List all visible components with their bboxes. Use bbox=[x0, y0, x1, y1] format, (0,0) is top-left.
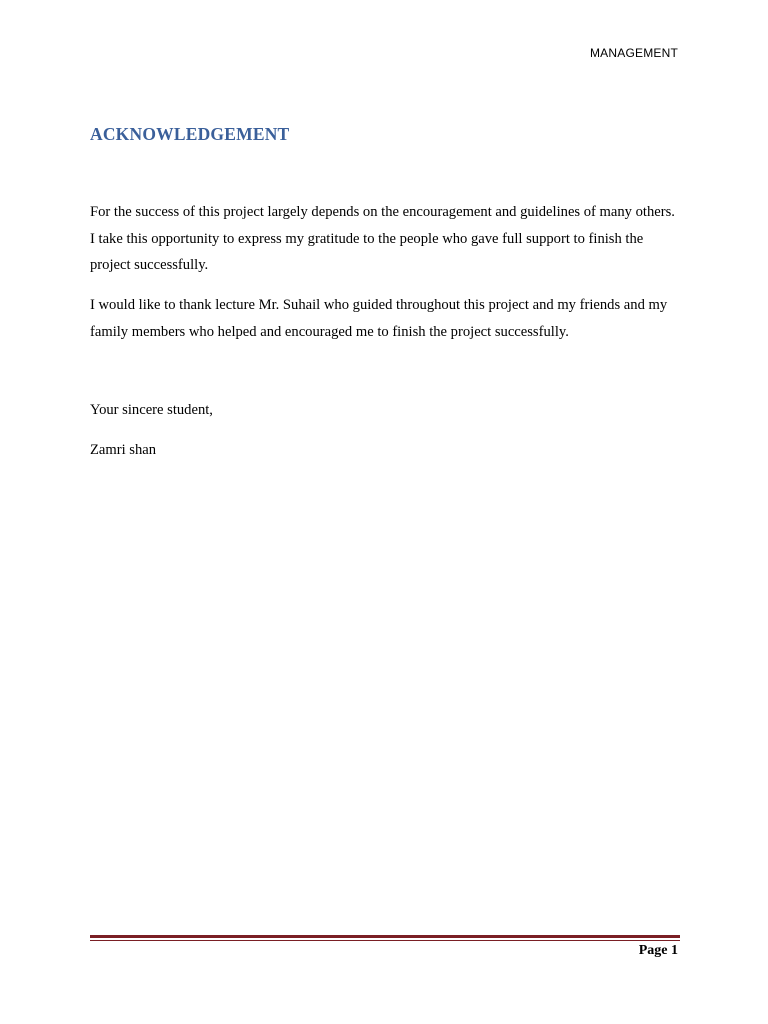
footer-divider-thick bbox=[90, 935, 680, 938]
paragraph: For the success of this project largely depends on the encouragement and guidelines of many others. I take this opportunity to express my gratitude to the people who gave full support to finish the project successfully. bbox=[90, 204, 675, 273]
document-title: ACKNOWLEDGEMENT bbox=[90, 124, 290, 144]
signature-name: Zamri shan bbox=[90, 442, 157, 458]
page-number: Page 1 bbox=[638, 943, 678, 958]
footer-divider bbox=[90, 935, 680, 941]
running-header: MANAGEMENT bbox=[589, 46, 678, 60]
footer-divider-thin bbox=[90, 940, 680, 941]
paragraph: I would like to thank lecture Mr. Suhail who guided throughout this project and my friends and my family members who helped and encouraged me to finish the project successfully. bbox=[90, 297, 668, 340]
closing-line: Your sincere student, bbox=[90, 402, 213, 418]
